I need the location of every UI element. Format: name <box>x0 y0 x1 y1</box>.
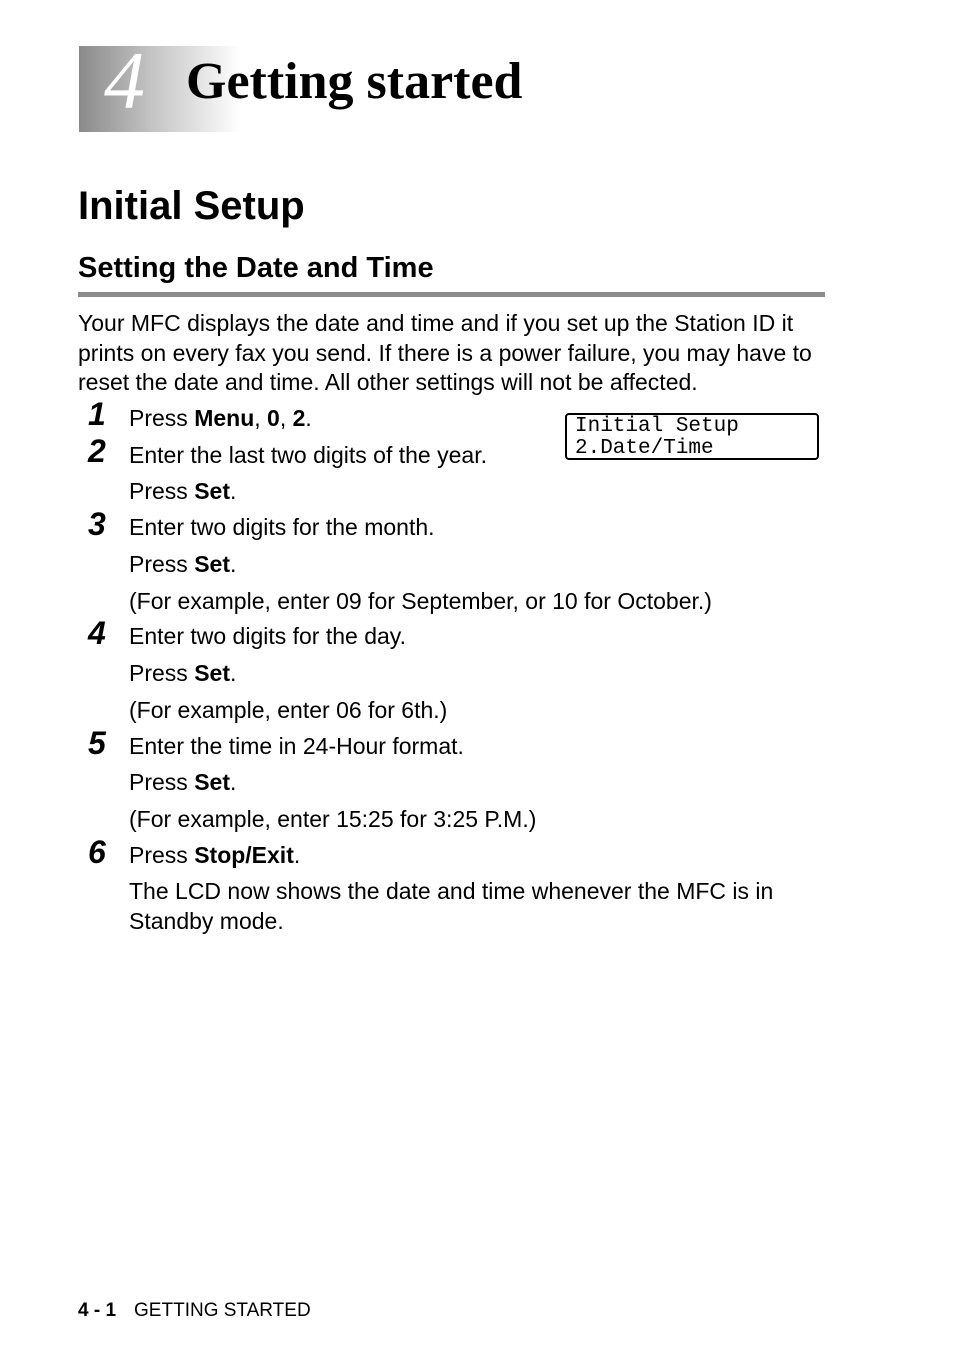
chapter-number: 4 <box>104 35 145 126</box>
lcd-line-2: 2.Date/Time <box>575 437 714 460</box>
step-5-press: Press Set. <box>129 769 237 795</box>
key-2: 2 <box>292 405 306 431</box>
key-0: 0 <box>267 405 280 431</box>
step-3-text: Enter two digits for the month. <box>129 514 435 540</box>
step-6-note: The LCD now shows the date and time whenever the MFC is in Standby mode. <box>129 878 774 934</box>
intro-paragraph: Your MFC displays the date and time and if you set up the Station ID it prints on every fax you send. If there is a power failure, you may have to reset the date and time. All other settings will not be affected. <box>78 310 812 395</box>
step-1-instruction: Press Menu, 0, 2. <box>129 405 312 431</box>
page-number: 4 - 1 <box>78 1300 117 1321</box>
step-number: 5 <box>88 725 106 761</box>
lcd-line-1: Initial Setup <box>575 415 739 438</box>
step-number: 6 <box>88 834 106 870</box>
section-title: Initial Setup <box>78 184 305 228</box>
step-5-text: Enter the time in 24-Hour format. <box>129 733 464 759</box>
lcd-display <box>565 413 819 460</box>
step-3-press: Press Set. <box>129 551 237 577</box>
key-menu: Menu <box>194 405 255 431</box>
subsection-title: Setting the Date and Time <box>78 252 434 284</box>
key-set: Set <box>194 551 230 577</box>
key-set: Set <box>194 478 230 504</box>
step-number: 4 <box>88 615 106 651</box>
key-set: Set <box>194 769 230 795</box>
key-stop-exit: Stop/Exit <box>194 842 294 868</box>
footer-label: GETTING STARTED <box>134 1300 311 1321</box>
step-6-press: Press Stop/Exit. <box>129 842 301 868</box>
step-number: 2 <box>88 433 106 469</box>
chapter-title: Getting started <box>186 53 523 110</box>
step-5-note: (For example, enter 15:25 for 3:25 P.M.) <box>129 806 537 832</box>
step-3-note: (For example, enter 09 for September, or 10 for October.) <box>129 588 712 614</box>
step-4-note: (For example, enter 06 for 6th.) <box>129 697 448 723</box>
key-set: Set <box>194 660 230 686</box>
step-number: 3 <box>88 506 106 542</box>
step-2-text: Enter the last two digits of the year. <box>129 442 487 468</box>
step-4-press: Press Set. <box>129 660 237 686</box>
subsection-rule <box>78 292 825 297</box>
page-footer <box>78 1301 311 1320</box>
step-number: 1 <box>88 396 106 432</box>
step-2-press: Press Set. <box>129 478 237 504</box>
step-4-text: Enter two digits for the day. <box>129 623 406 649</box>
